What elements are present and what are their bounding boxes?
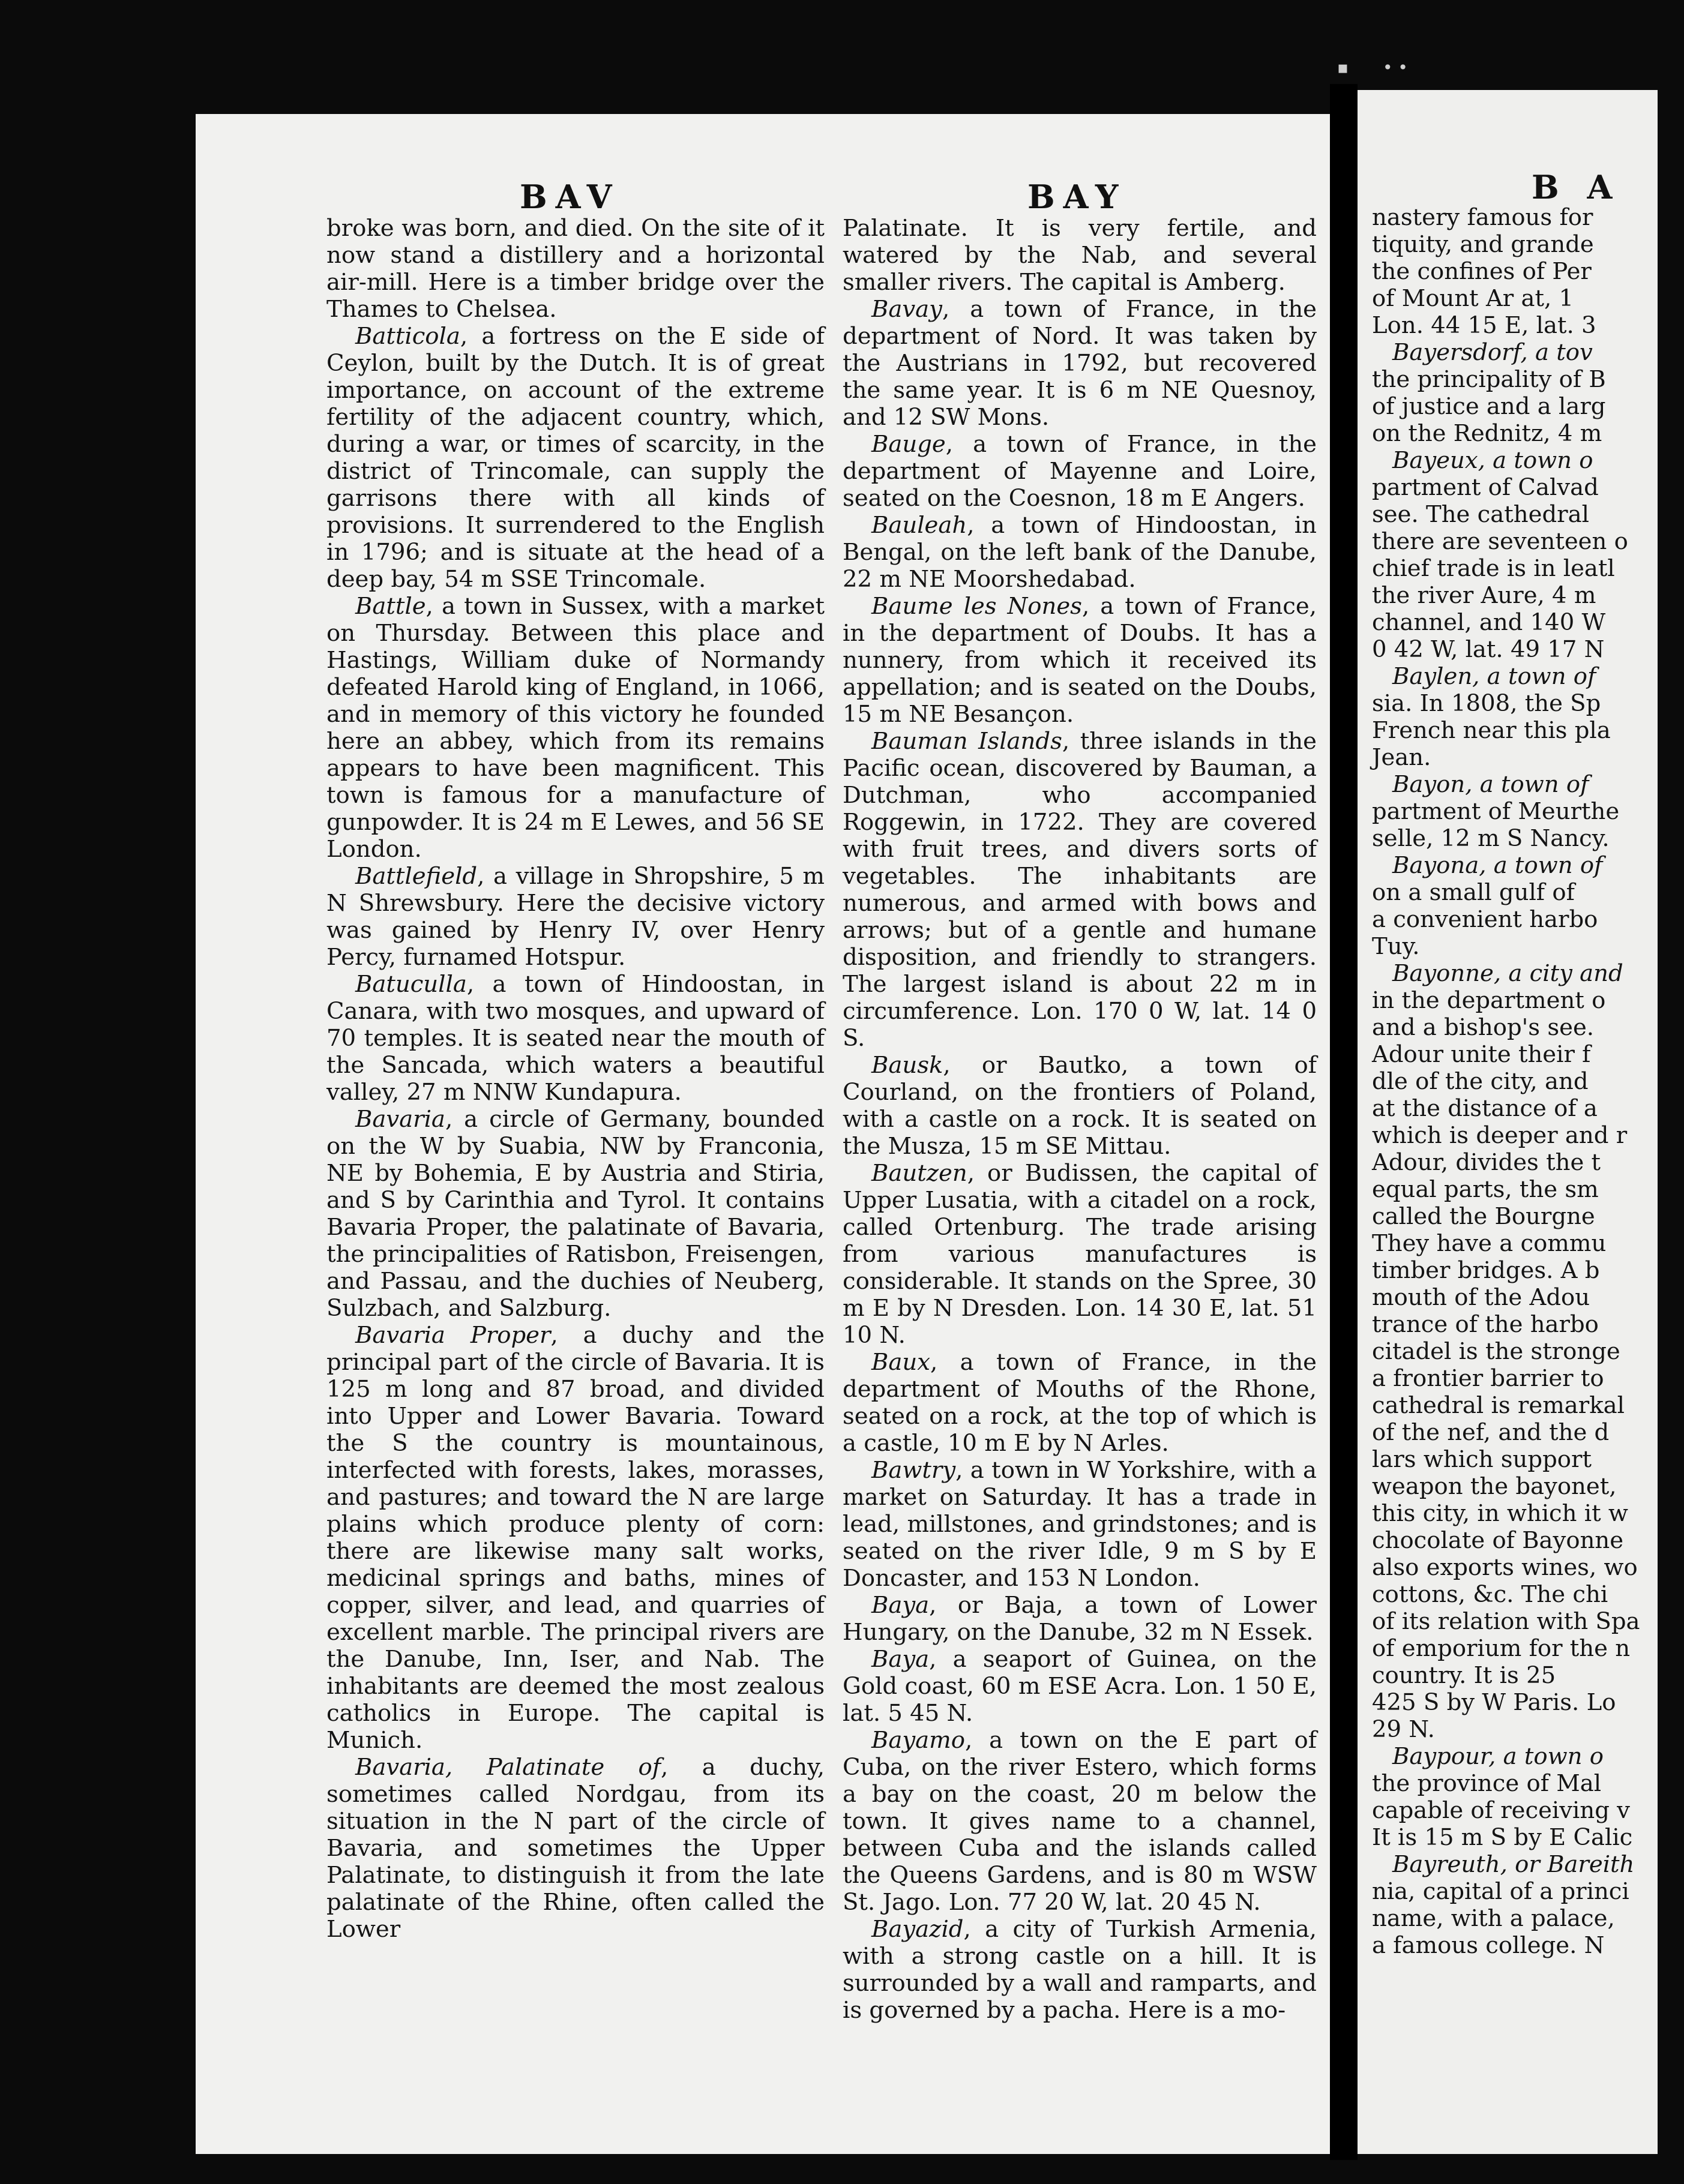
- text-line: 29 N.: [1372, 1716, 1435, 1743]
- entry-text: , a town in Sussex, with a market on Thursday. Between this place and Hastings, William duke of Normandy defeated Harold king of England, in 1066, and in memory of this victory he founded here an abbey, which from its remains appears to have been magnificent. This town is famous for a manufacture of gunpowder. It is 24 m E Lewes, and 56 SE London.: [326, 593, 825, 863]
- text-line: Baypour, a town o: [1392, 1743, 1604, 1770]
- dictionary-entry: [843, 1916, 1317, 2024]
- text-line: They have a commu: [1372, 1230, 1607, 1257]
- text-line: It is 15 m S by E Calic: [1372, 1824, 1633, 1851]
- scan-speck: • •: [1383, 58, 1408, 77]
- entry-text: , a duchy and the principal part of the circle of Bavaria. It is 125 m long and 87 broad, and divided into Upper and Lower Bavaria. Toward the S the country is mountainous, interfected with forests, lakes, morasses, and pastures; and toward the N are large plains which produce plenty of corn: there are likewise many salt works, medicinal springs and baths, mines of copper, silver, and lead, and quarries of excellent marble. The principal rivers are the Danube, Inn, Iser, and Nab. The inhabitants are deemed the most zealous catholics in Europe. The capital is Munich.: [326, 1322, 825, 1754]
- text-line: there are seventeen o: [1372, 528, 1628, 555]
- text-line: of justice and a larg: [1372, 393, 1606, 420]
- text-line: also exports wines, wo: [1372, 1554, 1638, 1581]
- text-line: selle, 12 m S Nancy.: [1372, 825, 1610, 852]
- text-line: 0 42 W, lat. 49 17 N: [1372, 636, 1605, 663]
- text-line: mouth of the Adou: [1372, 1284, 1590, 1311]
- text-line: 425 S by W Paris. Lo: [1372, 1689, 1616, 1716]
- dictionary-entry: [843, 1457, 1317, 1592]
- entry-headword: Baume les Nones: [871, 593, 1082, 620]
- dictionary-entry: [843, 1646, 1317, 1727]
- entry-headword: Batticola: [355, 323, 460, 350]
- dictionary-entry: [843, 296, 1317, 431]
- entry-headword: Battle: [355, 593, 426, 620]
- header-center: BAY: [1027, 178, 1127, 216]
- text-line: Tuy.: [1372, 933, 1420, 960]
- dictionary-entry: [326, 215, 825, 323]
- header-right: B A: [1532, 168, 1621, 206]
- dictionary-entry: [843, 1727, 1317, 1916]
- dictionary-entry: [843, 1160, 1317, 1349]
- text-line: the river Aure, 4 m: [1372, 582, 1596, 609]
- entry-headword: Bawtry: [871, 1457, 956, 1484]
- text-line: cathedral is remarkal: [1372, 1392, 1625, 1419]
- text-line: trance of the harbo: [1372, 1311, 1599, 1338]
- text-line: and a bishop's see.: [1372, 1014, 1595, 1041]
- text-line: chocolate of Bayonne: [1372, 1527, 1624, 1554]
- entry-text: , a town of France, in the department of Nord. It was taken by the Austrians in 1792, but recovered the same year. It is 6 m NE Quesnoy, and 12 SW Mons.: [843, 296, 1317, 431]
- entry-text: , a town in W Yorkshire, with a market on Saturday. It has a trade in lead, millstones, and grindstones; and is seated on the river Idle, 9 m S by E Doncaster, and 153 N London.: [843, 1457, 1317, 1592]
- text-line: on the Rednitz, 4 m: [1372, 420, 1602, 447]
- scan-speck: ▪: [1337, 58, 1349, 77]
- entry-text: , a town of France, in the department of Mouths of the Rhone, seated on a rock, at the top of which is a castle, 10 m E by N Arles.: [843, 1349, 1317, 1457]
- text-line: of the nef, and the d: [1372, 1419, 1610, 1446]
- text-line: country. It is 25: [1372, 1662, 1556, 1689]
- dictionary-entry: [326, 863, 825, 971]
- text-line: at the distance of a: [1372, 1095, 1598, 1122]
- text-line: cottons, &c. The chi: [1372, 1581, 1608, 1608]
- text-line: Adour, divides the t: [1372, 1149, 1601, 1176]
- dictionary-entry: [843, 728, 1317, 1052]
- entry-text: , a town of Hindoostan, in Canara, with two mosques, and upward of 70 temples. It is seated near the mouth of the Sancada, which waters a beautiful valley, 27 m NNW Kundapura.: [326, 971, 825, 1106]
- entry-text: , a town of France, in the department of Doubs. It has a nunnery, from which it received its appellation; and is seated on the Doubs, 15 m NE Besançon.: [843, 593, 1317, 728]
- text-line: name, with a palace,: [1372, 1905, 1615, 1932]
- text-line: Jean.: [1372, 744, 1431, 771]
- text-line: Bayonne, a city and: [1392, 960, 1623, 987]
- text-line: capable of receiving v: [1372, 1797, 1630, 1824]
- entry-headword: Bayamo: [871, 1727, 965, 1754]
- text-line: Lon. 44 15 E, lat. 3: [1372, 312, 1596, 339]
- dictionary-entry: [326, 1322, 825, 1754]
- entry-headword: Bauman Islands: [871, 728, 1062, 755]
- dictionary-entry: [843, 1052, 1317, 1160]
- entry-headword: Battlefield: [355, 863, 478, 890]
- entry-text: , a duchy, sometimes called Nordgau, from its situation in the N part of the circle of Bavaria, and sometimes the Upper Palatinate, to distinguish it from the late palatinate of the Rhine, often called the Lower: [326, 1754, 825, 1943]
- page-gutter: [1330, 84, 1358, 2160]
- text-line: the province of Mal: [1372, 1770, 1602, 1797]
- dictionary-entry: [326, 323, 825, 593]
- dictionary-entry: [326, 1106, 825, 1322]
- text-line: French near this pla: [1372, 717, 1611, 744]
- text-line: Bayersdorf, a tov: [1392, 339, 1593, 366]
- entry-text: Palatinate. It is very fertile, and watered by the Nab, and several smaller rivers. The capital is Amberg.: [843, 215, 1317, 296]
- text-line: the principality of B: [1372, 366, 1606, 393]
- text-line: Bayreuth, or Bareith: [1392, 1851, 1635, 1878]
- dictionary-entry: [843, 215, 1317, 296]
- text-line: weapon the bayonet,: [1372, 1473, 1617, 1500]
- entry-text: , or Budissen, the capital of Upper Lusatia, with a citadel on a rock, called Ortenburg. The trade arising from various manufactures is considerable. It stands on the Spree, 30 m E by N Dresden. Lon. 14 30 E, lat. 51 10 N.: [843, 1160, 1317, 1349]
- text-line: chief trade is in leatl: [1372, 555, 1615, 582]
- text-line: channel, and 140 W: [1372, 609, 1606, 636]
- entry-text: , a town of France, in the department of Mayenne and Loire, seated on the Coesnon, 18 m E Angers.: [843, 431, 1317, 512]
- entry-headword: Bausk: [871, 1052, 943, 1079]
- text-column-1: [326, 215, 825, 1943]
- text-line: a convenient harbo: [1372, 906, 1598, 933]
- text-line: of its relation with Spa: [1372, 1608, 1640, 1635]
- text-line: citadel is the stronge: [1372, 1338, 1620, 1365]
- entry-headword: Bautzen: [871, 1160, 967, 1187]
- text-line: partment of Meurthe: [1372, 798, 1620, 825]
- dictionary-entry: [326, 971, 825, 1106]
- entry-text: , a town on the E part of Cuba, on the river Estero, which forms a bay on the coast, 20 m below the town. It gives name to a channel, between Cuba and the islands called the Queens Gardens, and is 80 m WSW St. Jago. Lon. 77 20 W, lat. 20 45 N.: [843, 1727, 1317, 1916]
- right-page-fragment: [1358, 90, 1658, 2154]
- entry-text: , a town of Hindoostan, in Bengal, on the left bank of the Danube, 22 m NE Moorshedabad.: [843, 512, 1317, 593]
- text-line: sia. In 1808, the Sp: [1372, 690, 1601, 717]
- entry-headword: Baya: [871, 1592, 930, 1619]
- dictionary-entry: [843, 512, 1317, 593]
- entry-text: , a village in Shropshire, 5 m N Shrewsbury. Here the decisive victory was gained by Henry IV, over Henry Percy, furnamed Hotspur.: [326, 863, 825, 971]
- entry-headword: Baya: [871, 1646, 930, 1673]
- dictionary-entry: [326, 593, 825, 863]
- text-line: timber bridges. A b: [1372, 1257, 1600, 1284]
- entry-text: , a circle of Germany, bounded on the W by Suabia, NW by Franconia, NE by Bohemia, E by Austria and Stiria, and S by Carinthia and Tyrol. It contains Bavaria Proper, the palatinate of Bavaria, the principalities of Ratisbon, Freisengen, and Passau, and the duchies of Neuberg, Sulzbach, and Salzburg.: [326, 1106, 825, 1322]
- text-line: a frontier barrier to: [1372, 1365, 1604, 1392]
- text-line: partment of Calvad: [1372, 474, 1599, 501]
- entry-text: , or Baja, a town of Lower Hungary, on the Danube, 32 m N Essek.: [843, 1592, 1317, 1646]
- text-line: on a small gulf of: [1372, 879, 1575, 906]
- text-column-2: [825, 215, 1317, 2024]
- text-line: Baylen, a town of: [1392, 663, 1596, 690]
- entry-headword: Bavaria, Palatinate of: [355, 1754, 661, 1781]
- entry-headword: Bauleah: [871, 512, 967, 539]
- entry-text: , or Bautko, a town of Courland, on the frontiers of Poland, with a castle on a rock. It is seated on the Musza, 15 m SE Mittau.: [843, 1052, 1317, 1160]
- entry-headword: Bauge: [871, 431, 946, 458]
- text-line: this city, in which it w: [1372, 1500, 1628, 1527]
- entry-headword: Bavay: [871, 296, 942, 323]
- text-line: of Mount Ar at, 1: [1372, 285, 1574, 312]
- text-line: in the department o: [1372, 987, 1606, 1014]
- text-line: lars which support: [1372, 1446, 1592, 1473]
- text-line: Bayon, a town of: [1392, 771, 1589, 798]
- dictionary-entry: [843, 593, 1317, 728]
- entry-headword: Baux: [871, 1349, 930, 1376]
- text-line: of emporium for the n: [1372, 1635, 1631, 1662]
- entry-text: , a seaport of Guinea, on the Gold coast, 60 m ESE Acra. Lon. 1 50 E, lat. 5 45 N.: [843, 1646, 1317, 1727]
- text-line: nia, capital of a princi: [1372, 1878, 1629, 1905]
- entry-headword: Batuculla: [355, 971, 467, 998]
- entry-headword: Bavaria Proper: [355, 1322, 551, 1349]
- text-line: the confines of Per: [1372, 258, 1592, 285]
- entry-headword: Bavaria: [355, 1106, 445, 1133]
- left-page: [196, 114, 1330, 2154]
- entry-headword: Bayazid: [871, 1916, 964, 1943]
- text-line: see. The cathedral: [1372, 501, 1589, 528]
- entry-text: broke was born, and died. On the site of it now stand a distillery and a horizontal air-mill. Here is a timber bridge over the Thames to Chelsea.: [326, 215, 825, 323]
- entry-text: , three islands in the Pacific ocean, discovered by Bauman, a Dutchman, who accompanied Roggewin, in 1722. They are covered with fruit trees, and divers sorts of vegetables. The inhabitants are numerous, and armed with bows and arrows; but of a gentle and humane disposition, and friendly to strangers. The largest island is about 22 m in circumference. Lon. 170 0 W, lat. 14 0 S.: [843, 728, 1317, 1052]
- text-line: Bayeux, a town o: [1392, 447, 1593, 474]
- header-left: BAV: [520, 178, 621, 216]
- entry-text: , a fortress on the E side of Ceylon, built by the Dutch. It is of great importance, on account of the extreme fertility of the adjacent country, which, during a war, or times of scarcity, in the district of Trincomale, can supply the garrisons there with all kinds of provisions. It surrendered to the English in 1796; and is situate at the head of a deep bay, 54 m SSE Trincomale.: [326, 323, 825, 593]
- dictionary-entry: [326, 1754, 825, 1943]
- text-line: equal parts, the sm: [1372, 1176, 1599, 1203]
- entry-text: , a city of Turkish Armenia, with a strong castle on a hill. It is surrounded by a wall and ramparts, and is governed by a pacha. Here is a mo-: [843, 1916, 1317, 2024]
- text-line: Bayona, a town of: [1392, 852, 1603, 879]
- text-line: which is deeper and r: [1372, 1122, 1628, 1149]
- text-line: nastery famous for: [1372, 204, 1593, 231]
- text-line: a famous college. N: [1372, 1932, 1605, 1959]
- text-line: called the Bourgne: [1372, 1203, 1595, 1230]
- text-line: dle of the city, and: [1372, 1068, 1589, 1095]
- text-line: tiquity, and grande: [1372, 231, 1594, 258]
- dictionary-entry: [843, 1349, 1317, 1457]
- dictionary-entry: [843, 431, 1317, 512]
- text-line: Adour unite their f: [1372, 1041, 1591, 1068]
- dictionary-entry: [843, 1592, 1317, 1646]
- text-column-3: [1372, 204, 1684, 1959]
